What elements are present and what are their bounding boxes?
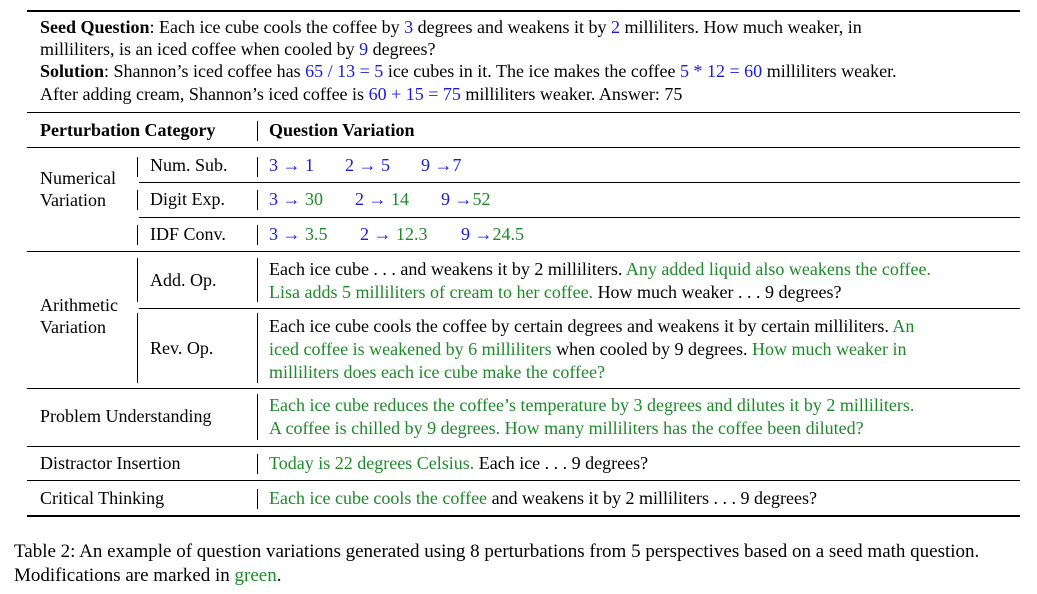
digit-exp-divider: [257, 190, 258, 210]
problem-understanding-label: Problem Understanding: [40, 406, 212, 426]
idf-conv-value-3: 9 →24.5: [461, 224, 524, 244]
digit-exp-bottom-rule: [139, 217, 1020, 218]
distractor-text: Today is 22 degrees Celsius. Each ice . . . 9 degrees?: [269, 453, 649, 473]
seed-question-line-2: milliliters, is an iced coffee when cooled by 9 degrees?: [40, 39, 436, 59]
num-sub-value-1: 3 → 1: [269, 155, 314, 175]
numerical-group-divider-2: [137, 190, 138, 210]
digit-exp-value-1: 3 → 30: [269, 189, 323, 209]
add-op-divider: [257, 258, 258, 302]
header-perturbation-category: Perturbation Category: [40, 120, 216, 140]
table-bottom-rule: [27, 515, 1020, 517]
problem-line-2: A coffee is chilled by 9 degrees. How many milliliters has the coffee been diluted?: [269, 418, 864, 438]
header-divider: [257, 121, 258, 141]
rev-op-divider: [257, 313, 258, 383]
numerical-bottom-rule: [27, 251, 1020, 252]
add-op-line-1: Each ice cube . . . and weakens it by 2 milliliters. Any added liquid also weakens the coffee.: [269, 259, 931, 279]
rev-op-line-2: iced coffee is weakened by 6 milliliters when cooled by 9 degrees. How much weaker in: [269, 339, 907, 359]
idf-conv-value-1: 3 → 3.5: [269, 224, 328, 244]
critical-thinking-label: Critical Thinking: [40, 488, 165, 508]
problem-divider: [257, 394, 258, 440]
digit-exp-label: Digit Exp.: [150, 189, 225, 209]
idf-conv-label: IDF Conv.: [150, 224, 226, 244]
header-question-variation: Question Variation: [269, 120, 415, 140]
numerical-group-divider-3: [137, 225, 138, 245]
arithmetic-group-label: Arithmetic Variation: [40, 295, 118, 337]
critical-divider: [257, 489, 258, 509]
numerical-group-divider-1: [137, 157, 138, 177]
num-sub-label: Num. Sub.: [150, 155, 228, 175]
problem-line-1: Each ice cube reduces the coffee’s temperature by 3 degrees and dilutes it by 2 milliliters.: [269, 395, 915, 415]
digit-exp-value-2: 2 → 14: [355, 189, 409, 209]
distractor-insertion-label: Distractor Insertion: [40, 453, 181, 473]
arithmetic-group-divider-2: [137, 313, 138, 383]
seed-question-line-1: Seed Question: Each ice cube cools the coffee by 3 degrees and weakens it by 2 milliliters. How much weaker, in: [40, 17, 862, 37]
add-op-line-2: Lisa adds 5 milliliters of cream to her coffee. How much weaker . . . 9 degrees?: [269, 282, 842, 302]
solution-label: Solution: [40, 61, 105, 81]
num-sub-divider: [257, 157, 258, 177]
problem-bottom-rule: [27, 446, 1020, 447]
num-sub-bottom-rule: [139, 182, 1020, 183]
header-bottom-rule: [27, 147, 1020, 148]
distractor-divider: [257, 454, 258, 474]
critical-text: Each ice cube cools the coffee and weakens it by 2 milliliters . . . 9 degrees?: [269, 488, 817, 508]
num-sub-value-3: 9 →7: [421, 155, 462, 175]
table-top-rule: [27, 10, 1020, 12]
rev-op-label: Rev. Op.: [150, 338, 214, 358]
arithmetic-group-divider-1: [137, 258, 138, 302]
add-op-label: Add. Op.: [150, 270, 217, 290]
add-op-bottom-rule: [139, 308, 1020, 309]
seed-question-label: Seed Question: [40, 17, 150, 37]
numerical-group-label: Numerical Variation: [40, 168, 116, 210]
table-caption: Table 2: An example of question variations generated using 8 perturbations from 5 perspectives based on a seed math question. Modifications are marked in green.: [14, 541, 980, 586]
solution-line-1: Solution: Shannon’s iced coffee has 65 / 13 = 5 ice cubes in it. The ice makes the coffee 5 * 12 = 60 milliliters weaker.: [40, 61, 897, 81]
distractor-bottom-rule: [27, 480, 1020, 481]
num-sub-value-2: 2 → 5: [345, 155, 390, 175]
seed-bottom-rule: [27, 112, 1020, 113]
idf-conv-value-2: 2 → 12.3: [360, 224, 428, 244]
digit-exp-value-3: 9 →52: [441, 189, 491, 209]
idf-conv-divider: [257, 225, 258, 245]
arithmetic-bottom-rule: [27, 388, 1020, 389]
rev-op-line-3: milliliters does each ice cube make the coffee?: [269, 362, 606, 382]
solution-line-2: After adding cream, Shannon’s iced coffee is 60 + 15 = 75 milliliters weaker. Answer: 75: [40, 84, 683, 104]
rev-op-line-1: Each ice cube cools the coffee by certain degrees and weakens it by certain milliliters. An: [269, 316, 915, 336]
